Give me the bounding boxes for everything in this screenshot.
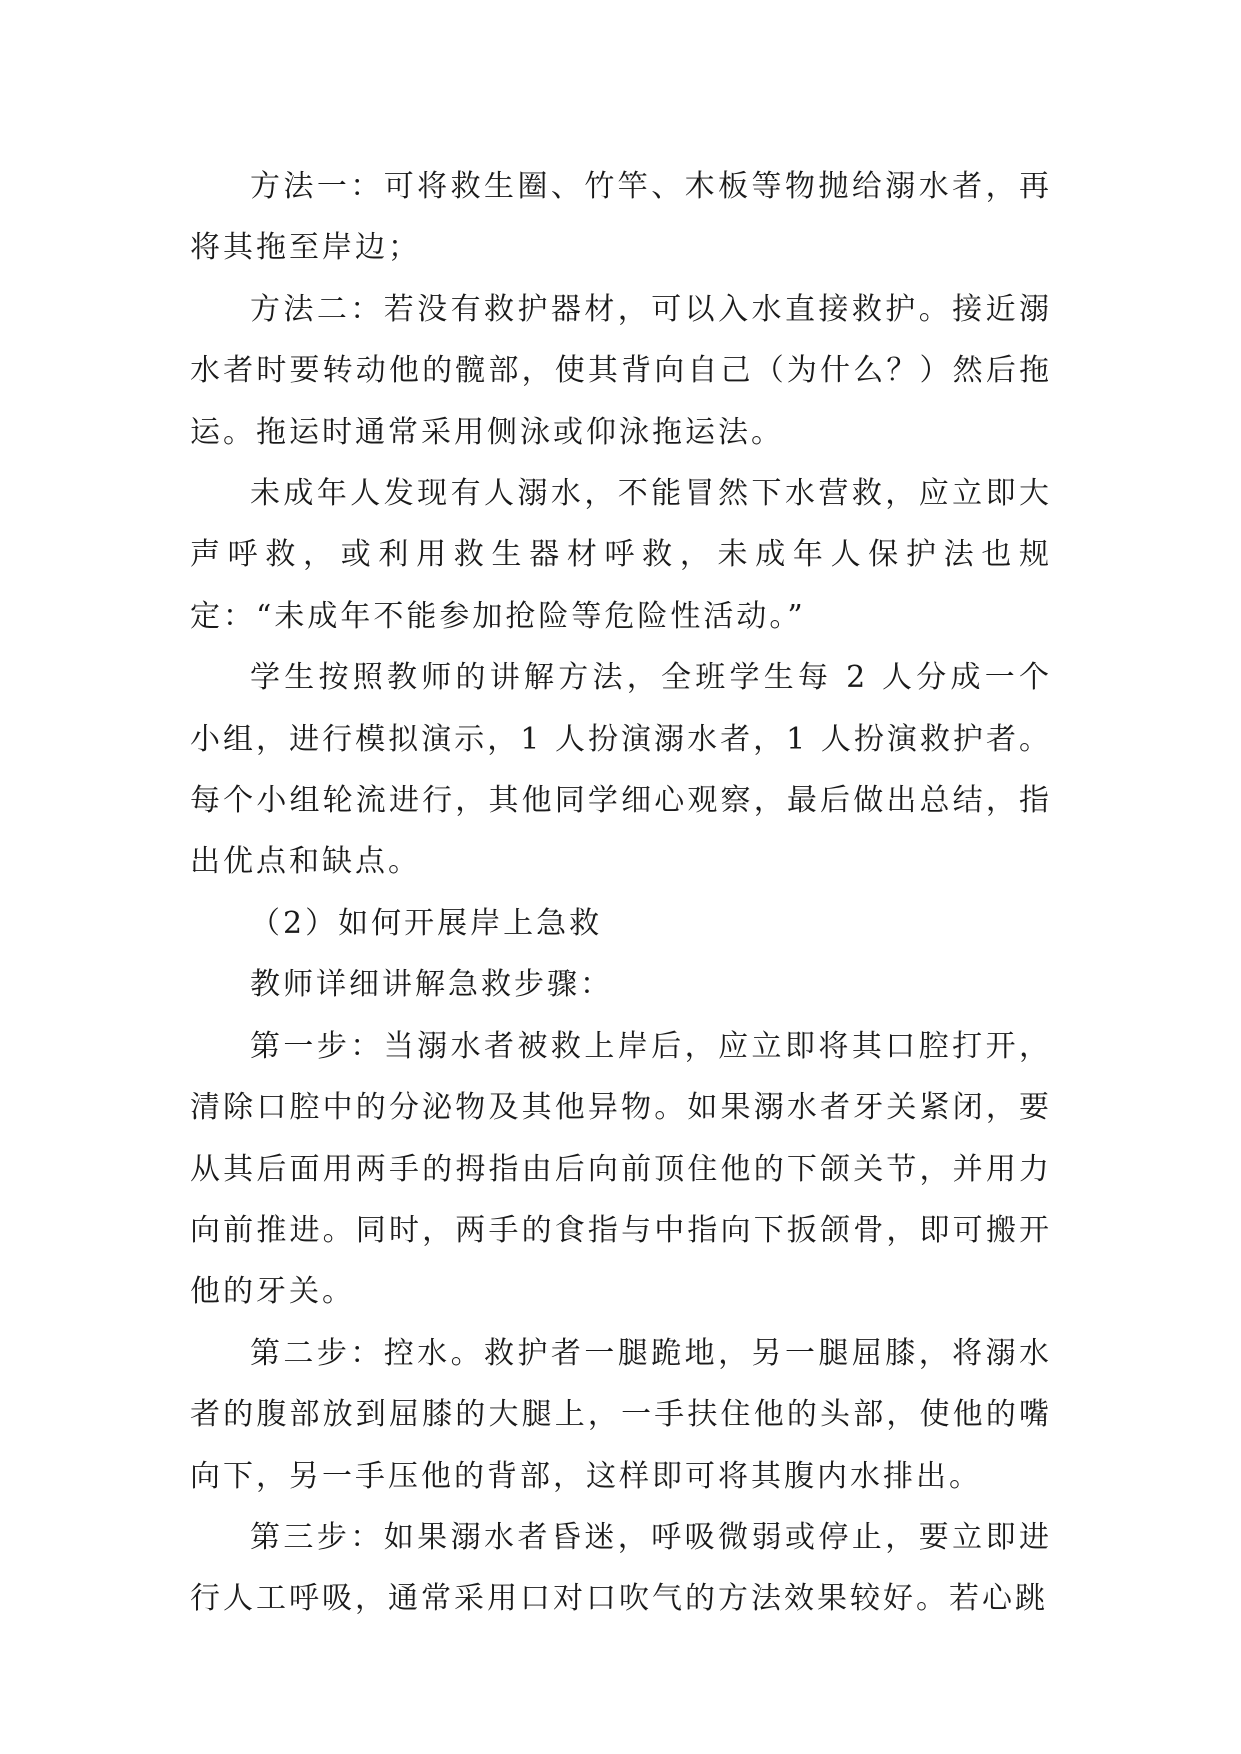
section-heading-shore-rescue: （2）如何开展岸上急救 bbox=[250, 905, 603, 941]
paragraph-step-one: 第一步：当溺水者被救上岸后，应立即将其口腔打开，清除口腔中的分泌物及其他异物。如果溺水者牙关紧闭，要从其后面用两手的拇指由后向前顶住他的下颌关节，并用力向前推进。同时，两手的食指与中指向下扳颌骨，即可搬开他的牙关。 bbox=[190, 1028, 1052, 1310]
paragraph-minors-rule: 未成年人发现有人溺水，不能冒然下水营救，应立即大声呼救，或利用救生器材呼救，未成年人保护法也规定：“未成年不能参加抢险等危险性活动。” bbox=[190, 476, 1052, 634]
paragraph-step-three: 第三步：如果溺水者昏迷，呼吸微弱或停止，要立即进行人工呼吸，通常采用口对口吹气的方法效果较好。若心跳 bbox=[190, 1519, 1052, 1617]
paragraph-method-two: 方法二：若没有救护器材，可以入水直接救护。接近溺水者时要转动他的髋部，使其背向自己（为什么？）然后拖运。拖运时通常采用侧泳或仰泳拖运法。 bbox=[190, 291, 1052, 450]
paragraph-steps-intro: 教师详细讲解急救步骤： bbox=[250, 967, 613, 1003]
document-body bbox=[190, 156, 1052, 1630]
paragraph-step-two: 第二步：控水。救护者一腿跪地，另一腿屈膝，将溺水者的腹部放到屈膝的大腿上，一手扶住他的头部，使他的嘴向下，另一手压他的背部，这样即可将其腹内水排出。 bbox=[190, 1335, 1052, 1494]
paragraph-group-practice: 学生按照教师的讲解方法，全班学生每 2 人分成一个小组，进行模拟演示，1 人扮演溺水者，1 人扮演救护者。每个小组轮流进行，其他同学细心观察，最后做出总结，指出优点和缺点。 bbox=[190, 660, 1052, 880]
paragraph-method-one: 方法一：可将救生圈、竹竿、木板等物抛给溺水者，再将其拖至岸边； bbox=[190, 169, 1052, 266]
